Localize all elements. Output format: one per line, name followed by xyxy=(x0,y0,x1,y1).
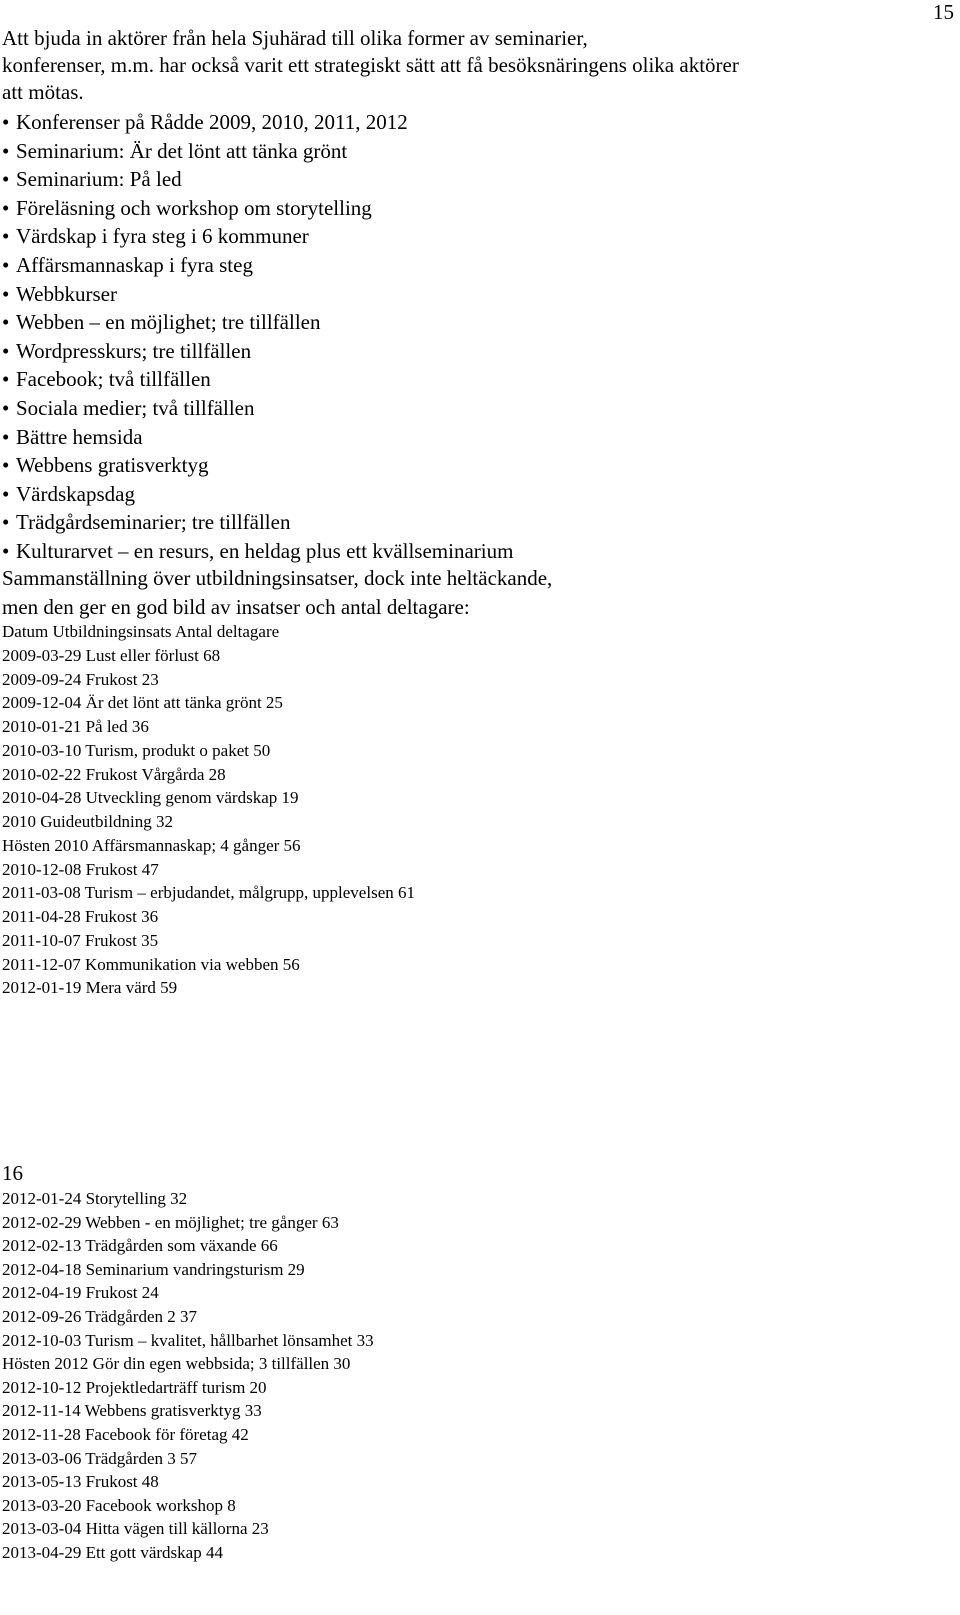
bullet-dot-icon: • xyxy=(2,424,10,449)
training-table-page-16 xyxy=(2,1187,374,1565)
bullet-text: Seminarium: På led xyxy=(16,167,182,192)
training-table-page-15 xyxy=(2,620,415,1000)
bullet-text: Wordpresskurs; tre tillfällen xyxy=(16,338,252,363)
table-row: 2013-03-04 Hitta vägen till källorna 23 xyxy=(2,1519,269,1539)
bullet-text: Webben – en möjlighet; tre tillfällen xyxy=(16,310,321,335)
table-row: 2011-03-08 Turism – erbjudandet, målgrupp, upplevelsen 61 xyxy=(2,883,415,903)
bullet-text: Föreläsning och workshop om storytelling xyxy=(16,195,372,220)
bullet-item xyxy=(2,165,513,194)
page-number-top: 15 xyxy=(933,0,954,24)
bullet-dot-icon: • xyxy=(2,252,10,277)
bullet-dot-icon: • xyxy=(2,538,10,563)
table-row: 2010-12-08 Frukost 47 xyxy=(2,859,159,879)
bullet-item xyxy=(2,280,513,309)
table-row: 2012-04-19 Frukost 24 xyxy=(2,1283,159,1303)
table-row: 2012-01-24 Storytelling 32 xyxy=(2,1189,188,1208)
bullet-item xyxy=(2,480,513,509)
activity-bullet-list xyxy=(2,108,513,566)
table-row: Hösten 2012 Gör din egen webbsida; 3 tillfällen 30 xyxy=(2,1354,351,1374)
bullet-dot-icon: • xyxy=(2,453,10,478)
summary-line: Sammanställning över utbildningsinsatser, dock inte heltäckande, xyxy=(2,566,553,590)
intro-paragraph xyxy=(2,25,902,106)
table-row: 2012-01-19 Mera värd 59 xyxy=(2,978,178,998)
table-row: 2009-12-04 Är det lönt att tänka grönt 25 xyxy=(2,693,283,713)
table-row: 2013-05-13 Frukost 48 xyxy=(2,1472,159,1492)
table-row: 2009-03-29 Lust eller förlust 68 xyxy=(2,645,221,665)
bullet-text: Värdskapsdag xyxy=(16,481,135,506)
bullet-text: Webbens gratisverktyg xyxy=(16,453,209,478)
table-row: 2012-11-14 Webbens gratisverktyg 33 xyxy=(2,1401,262,1421)
table-header: Datum Utbildningsinsats Antal deltagare xyxy=(2,622,280,641)
table-row: 2011-10-07 Frukost 35 xyxy=(2,930,159,950)
bullet-text: Affärsmannaskap i fyra steg xyxy=(16,252,253,277)
table-row: Hösten 2010 Affärsmannaskap; 4 gånger 56 xyxy=(2,835,301,855)
bullet-item xyxy=(2,137,513,166)
bullet-item xyxy=(2,394,513,423)
bullet-dot-icon: • xyxy=(2,510,10,535)
bullet-item xyxy=(2,194,513,223)
bullet-item xyxy=(2,108,513,137)
table-row: 2012-02-13 Trädgården som växande 66 xyxy=(2,1236,278,1256)
bullet-text: Kulturarvet – en resurs, en heldag plus ett kvällseminarium xyxy=(16,538,514,563)
bullet-item xyxy=(2,451,513,480)
page-number-16: 16 xyxy=(2,1161,23,1185)
table-row: 2012-02-29 Webben - en möjlighet; tre gånger 63 xyxy=(2,1212,339,1232)
bullet-text: Facebook; två tillfällen xyxy=(16,367,211,392)
bullet-item xyxy=(2,423,513,452)
intro-line: konferenser, m.m. har också varit ett strategiskt sätt att få besöksnäringens olika aktörer xyxy=(2,53,739,77)
bullet-item xyxy=(2,337,513,366)
bullet-dot-icon: • xyxy=(2,138,10,163)
table-row: 2012-09-26 Trädgården 2 37 xyxy=(2,1306,198,1326)
bullet-item xyxy=(2,537,513,566)
table-row: 2010 Guideutbildning 32 xyxy=(2,812,173,831)
bullet-dot-icon: • xyxy=(2,481,10,506)
table-row: 2012-11-28 Facebook för företag 42 xyxy=(2,1424,249,1444)
bullet-dot-icon: • xyxy=(2,110,10,134)
summary-line: men den ger en god bild av insatser och antal deltagare: xyxy=(2,594,470,619)
bullet-text: Webbkurser xyxy=(16,281,117,306)
table-row: 2012-04-18 Seminarium vandringsturism 29 xyxy=(2,1259,305,1279)
bullet-item xyxy=(2,365,513,394)
bullet-text: Konferenser på Rådde 2009, 2010, 2011, 2012 xyxy=(16,110,408,134)
bullet-text: Bättre hemsida xyxy=(16,424,143,449)
bullet-text: Värdskap i fyra steg i 6 kommuner xyxy=(16,224,309,249)
bullet-dot-icon: • xyxy=(2,167,10,192)
table-row: 2010-01-21 På led 36 xyxy=(2,717,149,736)
table-row: 2010-03-10 Turism, produkt o paket 50 xyxy=(2,740,271,760)
bullet-text: Seminarium: Är det lönt att tänka grönt xyxy=(16,138,348,163)
bullet-dot-icon: • xyxy=(2,338,10,363)
table-row: 2013-03-06 Trädgården 3 57 xyxy=(2,1448,198,1468)
table-row: 2012-10-12 Projektledarträff turism 20 xyxy=(2,1377,267,1397)
bullet-dot-icon: • xyxy=(2,195,10,220)
table-row: 2013-03-20 Facebook workshop 8 xyxy=(2,1495,236,1515)
table-row: 2011-12-07 Kommunikation via webben 56 xyxy=(2,954,300,974)
table-row: 2012-10-03 Turism – kvalitet, hållbarhet lönsamhet 33 xyxy=(2,1330,374,1350)
intro-line: att mötas. xyxy=(2,80,84,104)
bullet-text: Sociala medier; två tillfällen xyxy=(16,395,255,420)
bullet-dot-icon: • xyxy=(2,395,10,420)
bullet-item xyxy=(2,508,513,537)
bullet-item xyxy=(2,222,513,251)
bullet-dot-icon: • xyxy=(2,367,10,392)
bullet-text: Trädgårdseminarier; tre tillfällen xyxy=(16,510,291,535)
table-row: 2010-02-22 Frukost Vårgårda 28 xyxy=(2,764,226,784)
table-row: 2009-09-24 Frukost 23 xyxy=(2,669,159,689)
summary-paragraph xyxy=(2,564,552,621)
bullet-dot-icon: • xyxy=(2,281,10,306)
table-row: 2011-04-28 Frukost 36 xyxy=(2,907,159,926)
bullet-item xyxy=(2,308,513,337)
intro-line: Att bjuda in aktörer från hela Sjuhärad till olika former av seminarier, xyxy=(2,26,588,50)
bullet-dot-icon: • xyxy=(2,310,10,335)
table-row: 2013-04-29 Ett gott värdskap 44 xyxy=(2,1542,223,1562)
table-row: 2010-04-28 Utveckling genom värdskap 19 xyxy=(2,788,299,808)
bullet-item xyxy=(2,251,513,280)
bullet-dot-icon: • xyxy=(2,224,10,249)
